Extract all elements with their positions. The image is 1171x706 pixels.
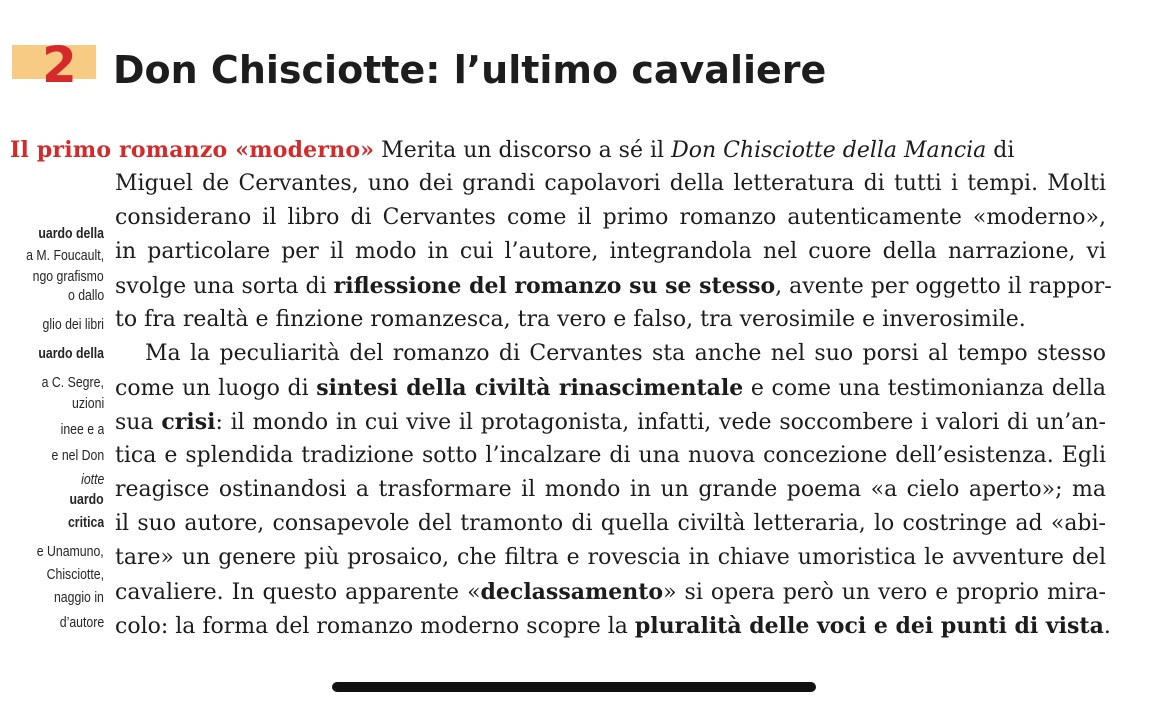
text-run: e come una testimonianza della <box>743 376 1106 401</box>
section-heading: Il primo romanzo «moderno» <box>10 137 375 163</box>
side-note-line: inee e a <box>60 421 104 438</box>
emphasis: sintesi della civiltà rinascimentale <box>316 375 744 401</box>
side-note-line: naggio in <box>54 589 104 606</box>
text-run: . <box>1103 614 1111 639</box>
side-note-line: iotte <box>80 471 104 488</box>
text-line: considerano il libro di Cervantes come il primo romanzo autenticamente «moderno», <box>115 205 1106 230</box>
text-line: tare» un genere più prosaico, che filtra e rovescia in chiave umoristica le avventure del <box>115 545 1106 570</box>
side-note-line: uardo <box>69 491 104 508</box>
chapter-number: 2 <box>42 36 77 94</box>
text-line: Ma la peculiarità del romanzo di Cervantes sta anche nel suo porsi al tempo stesso <box>145 341 1106 366</box>
side-note-line: uzioni <box>71 395 104 412</box>
text-line <box>10 134 1106 167</box>
side-note-line: e nel Don <box>51 447 104 464</box>
text-run: svolge una sorta di <box>115 274 334 299</box>
text-line <box>115 270 1112 303</box>
main-text <box>10 134 1112 644</box>
side-note-line: a C. Segre, <box>41 374 104 391</box>
text-line: to fra realtà e finzione romanzesca, tra vero e falso, tra verosimile e inverosimile. <box>115 307 1026 332</box>
text-line <box>115 576 1106 609</box>
text-run: sua <box>115 410 162 435</box>
text-line: reagisce ostinandosi a trasformare il mondo in un grande poema «a cielo aperto»; ma <box>115 477 1106 502</box>
text-run: di <box>986 138 1015 163</box>
text-run: come un luogo di <box>115 376 317 401</box>
text-run: cavaliere. In questo apparente « <box>115 580 481 605</box>
side-note-line: glio dei libri <box>42 316 104 333</box>
chapter-title: Don Chisciotte: l’ultimo cavaliere <box>113 48 827 92</box>
side-note-line: o dallo <box>67 287 104 304</box>
text-run: , avente per oggetto il rappor- <box>775 274 1112 299</box>
emphasis: pluralità delle voci e dei punti di vista <box>634 613 1104 639</box>
emphasis: declassamento <box>480 579 664 605</box>
side-note-line: a M. Foucault, <box>26 247 104 264</box>
home-indicator-bar[interactable] <box>332 682 816 692</box>
side-note-line: uardo della <box>38 225 104 242</box>
emphasis: crisi <box>161 409 216 435</box>
emphasis: riflessione del romanzo su se stesso <box>333 273 776 299</box>
text-run: » si opera però un vero e proprio mira- <box>663 580 1106 605</box>
text-line <box>115 406 1106 439</box>
text-line: Miguel de Cervantes, uno dei grandi capolavori della letteratura di tutti i tempi. Molti <box>115 171 1106 196</box>
text-line: in particolare per il modo in cui l’autore, integrandola nel cuore della narrazione, vi <box>115 239 1106 264</box>
side-note-line: d’autore <box>59 614 104 631</box>
side-note-line: ngo grafismo <box>32 268 104 285</box>
text-line <box>115 610 1111 643</box>
text-line: tica e splendida tradizione sotto l’incalzare di una nuova concezione dell’esistenza. Egli <box>115 443 1106 468</box>
side-note-line: e Unamuno, <box>36 543 104 560</box>
side-note-line: uardo della <box>38 345 104 362</box>
side-note-line: critica <box>67 514 104 531</box>
book-title: Don Chisciotte della Mancia <box>671 138 987 163</box>
text-line <box>115 372 1106 405</box>
text-run: Merita un discorso a sé il <box>381 138 672 163</box>
side-note-line: Chisciotte, <box>46 566 104 583</box>
text-run: colo: la forma del romanzo moderno scopre la <box>115 614 635 639</box>
text-run: : il mondo in cui vive il protagonista, infatti, vede soccombere i valori di un’an- <box>215 410 1106 435</box>
text-line: il suo autore, consapevole del tramonto di quella civiltà letteraria, lo costringe ad «abi- <box>115 511 1106 536</box>
